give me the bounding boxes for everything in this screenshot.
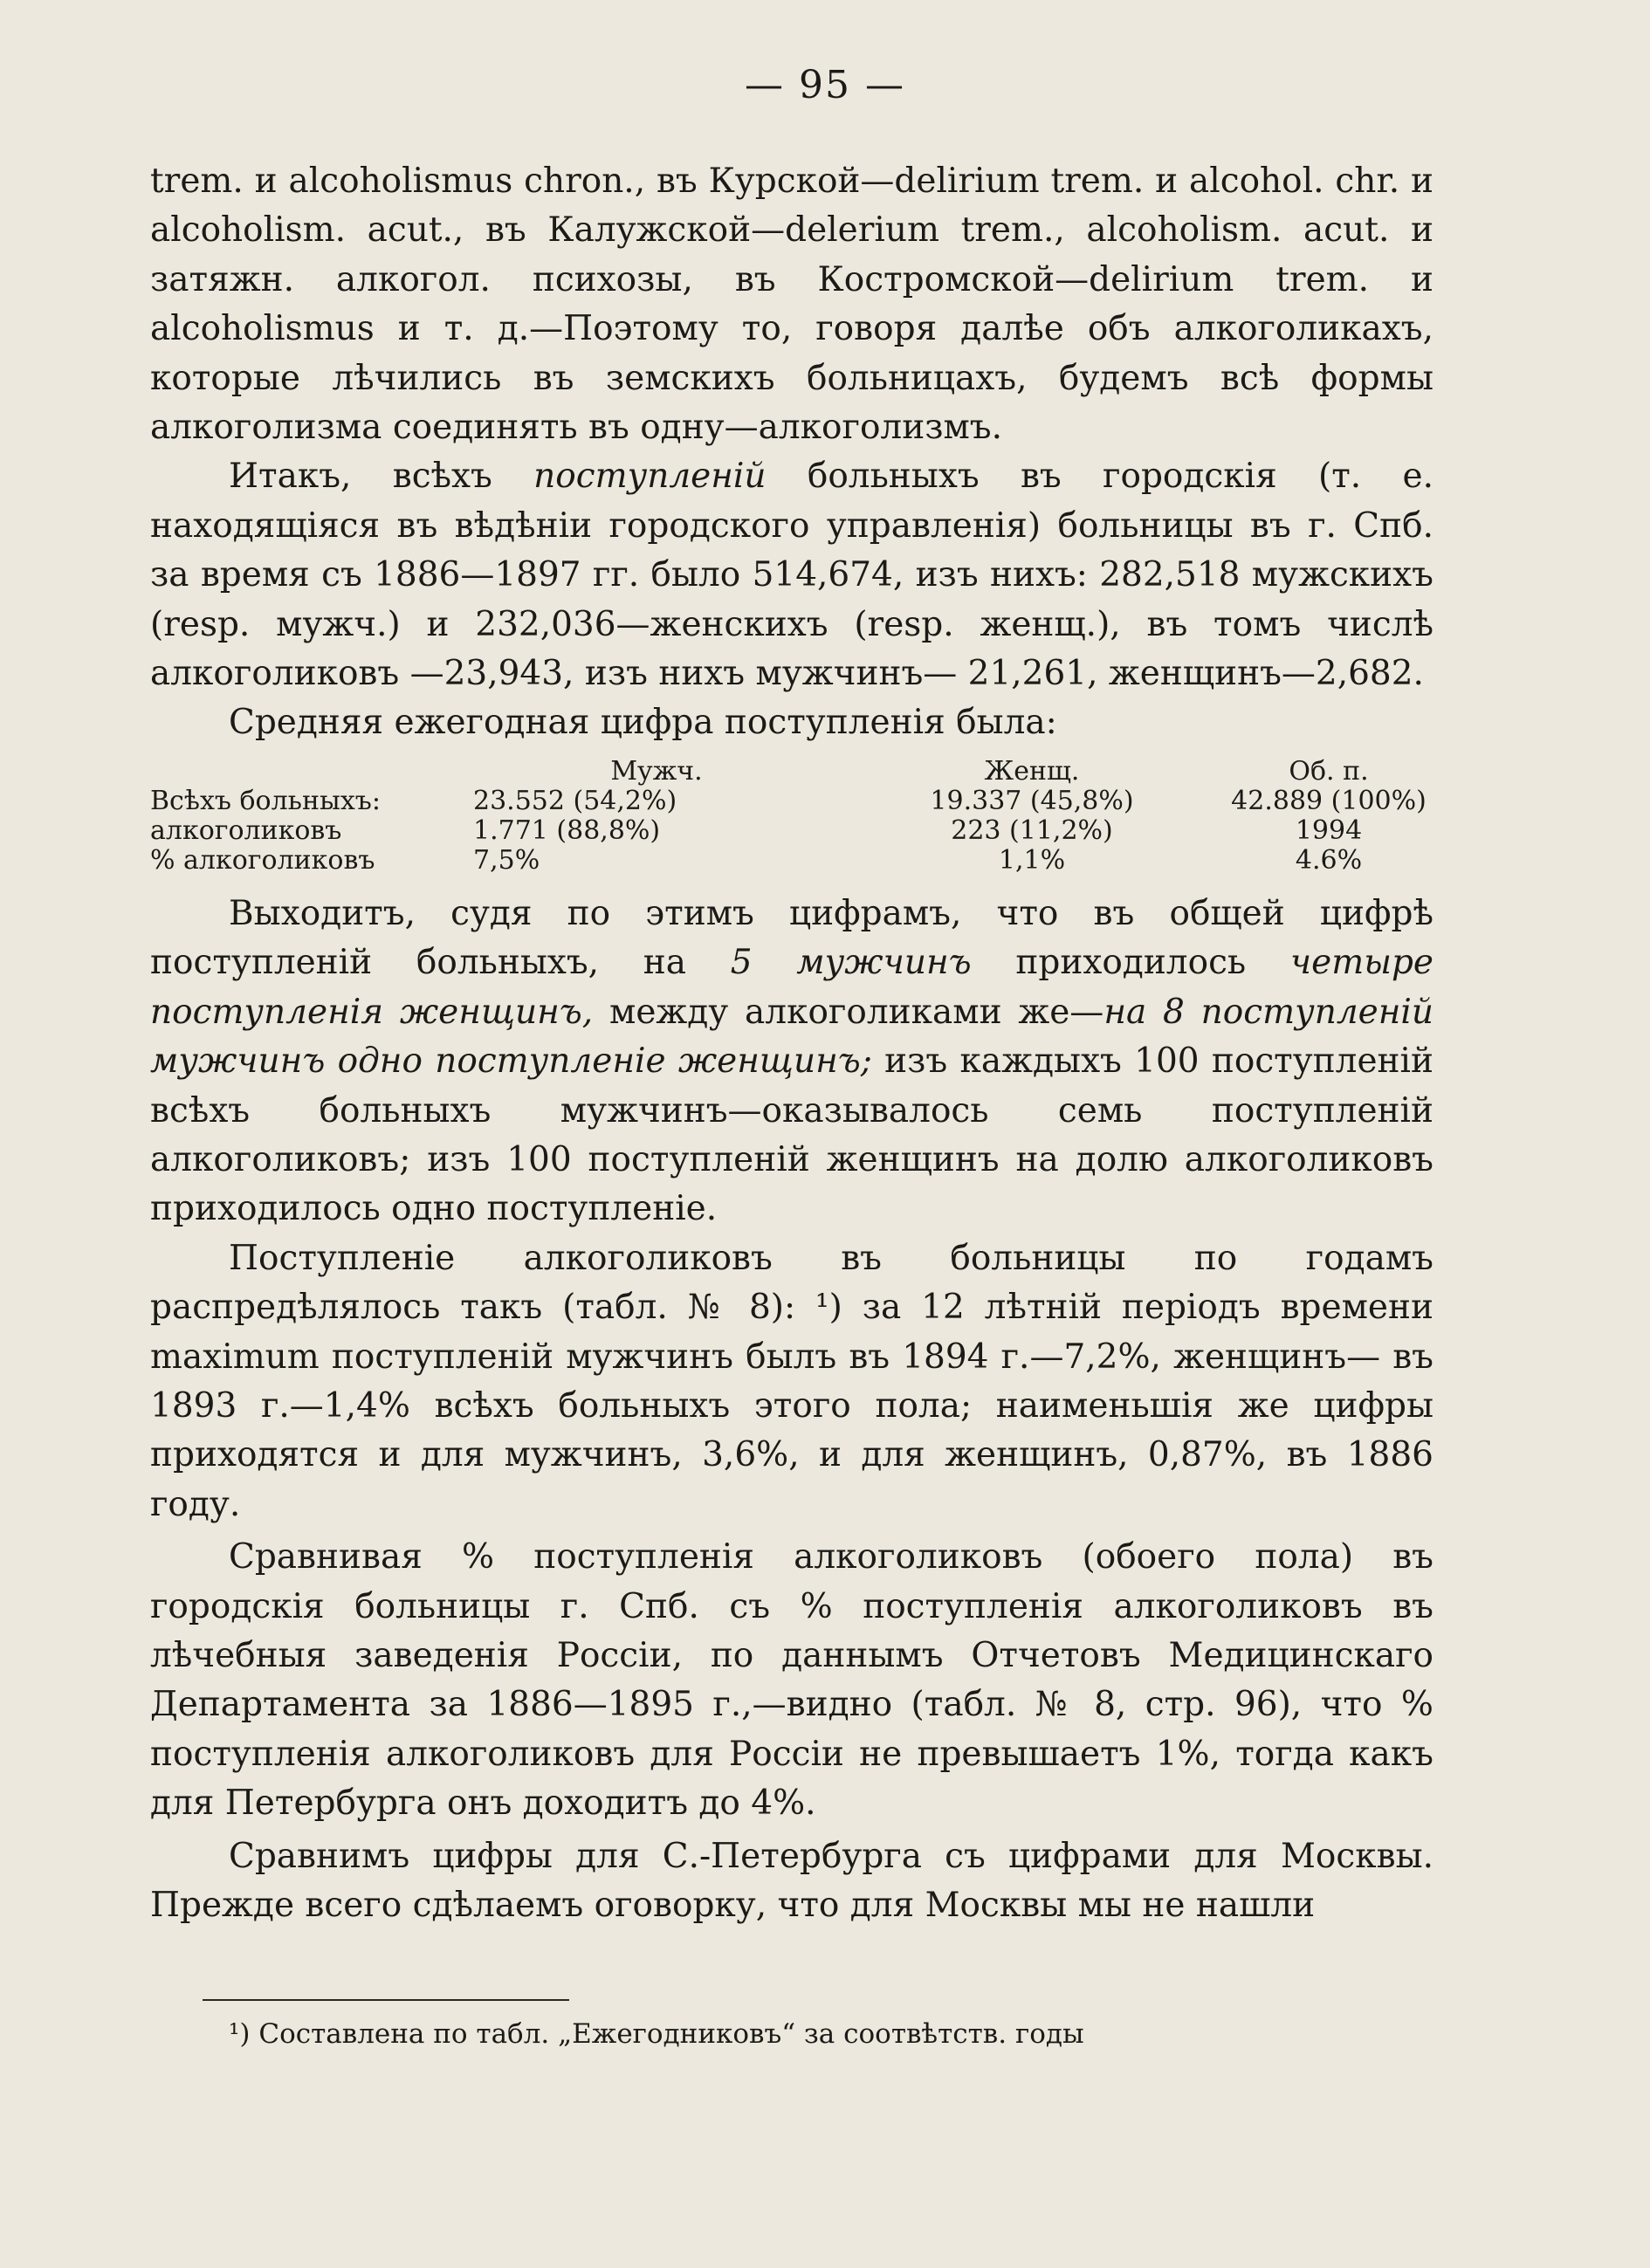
table-cell: 1.771 (88,8%) [473, 814, 661, 846]
table-header-cell: Мужч. [610, 755, 703, 787]
footnote-divider [203, 1999, 569, 2001]
table-cell: 4.6% [1295, 844, 1363, 876]
paragraph-4-italic-1: 5 мужчинъ [730, 943, 972, 983]
table-cell: 42.889 (100%) [1231, 785, 1427, 816]
body-text [150, 157, 1433, 1930]
table-cell: 23.552 (54,2%) [473, 785, 677, 816]
paragraph-6: Сравнивая % поступленія алкоголиковъ (обоего пола) въ городскія больницы г. Спб. съ % поступленія алкоголиковъ въ лѣчебныя заведенія Россіи, по даннымъ Отчетовъ Медицинскаго Департамента за 1886—1895 г.,—видно (табл. № 8, стр. 96), что % поступленія алкоголиковъ для Россіи не превышаетъ 1%, тогда какъ для Петербурга онъ доходитъ до 4%. [150, 1537, 1433, 1824]
paragraph-2-part-c: больныхъ въ городскія (т. е. находящіяся въ вѣдѣніи городского управленія) больницы въ г. Спб. за время съ 1886—1897 гг. было 514,674, изъ нихъ: 282,518 мужскихъ (resp. мужч.) и 232,036—женскихъ (resp. женщ.), въ томъ числѣ алкоголиковъ —23,943, изъ нихъ мужчинъ— 21,261, женщинъ—2,682. [150, 457, 1433, 694]
table-header-cell: Об. п. [1289, 755, 1369, 787]
admissions-table [150, 757, 1433, 876]
table-row [150, 846, 1433, 876]
paragraph-1: trem. и alcoholismus chron., въ Курской—delirium trem. и alcohol. chr. и alcoholism. acut., въ Калужской—delerium trem., alcoholism. acut. и затяжн. алкогол. психозы, въ Костромской—delirium trem. и alcoholismus и т. д.—Поэтому то, говоря далѣе объ алкоголикахъ, которые лѣчились въ земскихъ больницахъ, будемъ всѣ формы алкоголизма соединять въ одну—алкоголизмъ. [150, 162, 1433, 448]
footnote: ¹) Составлена по табл. „Ежегодниковъ“ за соотвѣтств. годы [229, 2018, 1084, 2050]
paragraph-2-italic: поступленій [533, 457, 767, 497]
table-row [150, 787, 1433, 816]
table-row [150, 816, 1433, 846]
table-header-cell: Женщ. [984, 755, 1080, 787]
paragraph-4-part-g: изъ каждыхъ 100 поступленій всѣхъ больныхъ мужчинъ—оказывалось семь поступленій алкоголиковъ; изъ 100 поступленій женщинъ на долю алкоголиковъ приходилось одно поступленіе. [150, 1041, 1433, 1229]
paragraph-4-part-e: между алкоголиками же— [593, 992, 1104, 1032]
page-number: — 95 — [745, 63, 905, 107]
paragraph-4 [150, 890, 1433, 1234]
table-cell: 223 (11,2%) [951, 814, 1113, 846]
table-header-cell [150, 757, 473, 787]
paragraph-2 [150, 452, 1433, 698]
paragraph-7: Сравнимъ цифры для С.-Петербурга съ цифрами для Москвы. Прежде всего сдѣлаемъ оговорку, что для Москвы мы не нашли [150, 1836, 1433, 1925]
table-cell: 1994 [1295, 814, 1363, 846]
table-header-row [150, 757, 1433, 787]
paragraph-4-part-c: приходилось [971, 943, 1290, 983]
table-cell: % алкоголиковъ [150, 844, 375, 876]
table-cell: 1,1% [998, 844, 1066, 876]
table-cell: 19.337 (45,8%) [930, 785, 1134, 816]
paragraph-5: Поступленіе алкоголиковъ въ больницы по годамъ распредѣлялось такъ (табл. № 8): ¹) за 12 лѣтній періодъ времени maximum поступленій мужчинъ былъ въ 1894 г.—7,2%, женщинъ— въ 1893 г.—1,4% всѣхъ больныхъ этого пола; наименьшія же цифры приходятся и для мужчинъ, 3,6%, и для женщинъ, 0,87%, въ 1886 году. [150, 1238, 1433, 1524]
table-cell: алкоголиковъ [150, 814, 342, 846]
paragraph-2-part-a: Итакъ, всѣхъ [229, 457, 534, 497]
paragraph-4-part-a: Выходитъ, судя по этимъ цифрамъ, что въ общей цифрѣ поступленій больныхъ, на [150, 893, 1433, 983]
table-cell: 7,5% [473, 844, 540, 876]
paragraph-4-italic-3: на 8 поступленій мужчинъ одно поступленіе женщинъ; [150, 992, 1434, 1082]
paragraph-4-italic-2: четыре поступленія женщинъ, [150, 943, 1434, 1032]
paragraph-3: Средняя ежегодная цифра поступленія была: [229, 703, 1057, 743]
table-cell: Всѣхъ больныхъ: [150, 785, 381, 816]
